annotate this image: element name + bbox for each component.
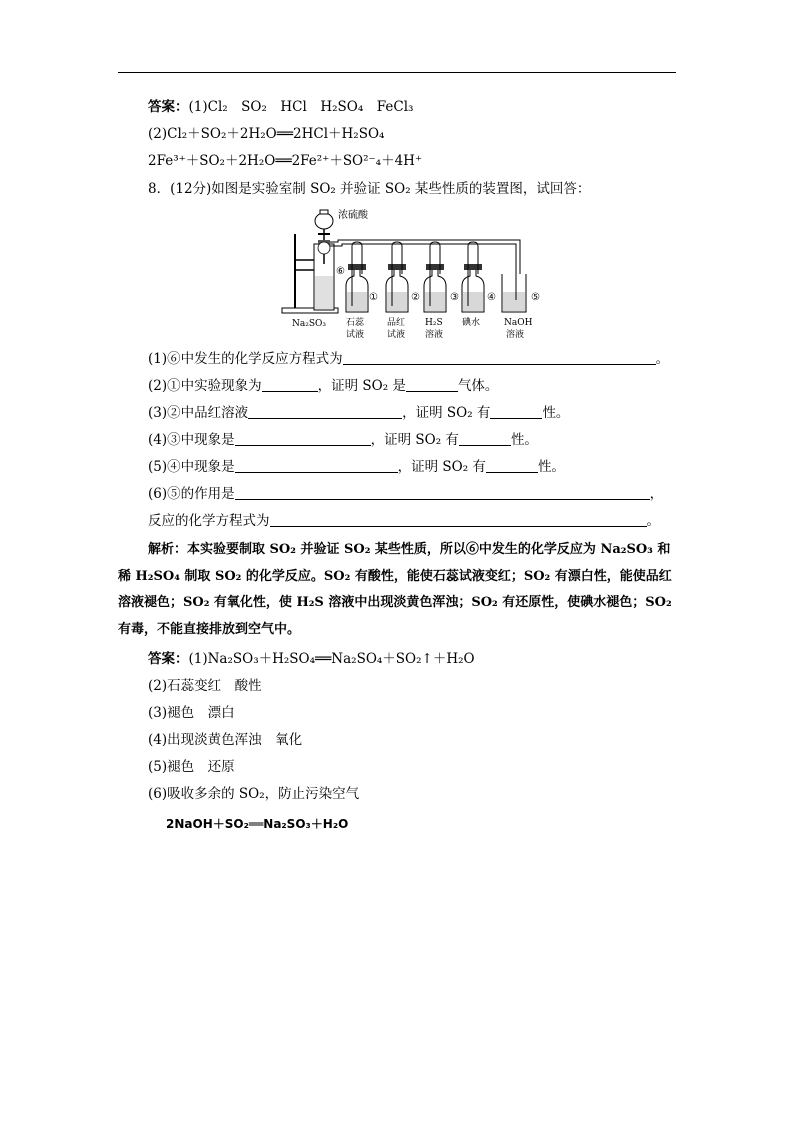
blank-6b[interactable]: [270, 512, 647, 527]
dropping-funnel: [315, 213, 333, 229]
apparatus-diagram: [280, 204, 550, 344]
question-5: (5)④中现象是 ，证明 SO₂ 有 性。: [148, 459, 565, 475]
prev-answer-label: 答案：: [148, 99, 189, 115]
marker-2: ②: [411, 292, 420, 303]
answer-label: 答案：: [148, 651, 189, 667]
bottle-4-label-1: 碘水: [462, 318, 481, 328]
prev-answer-1: (1)Cl₂ SO₂ HCl H₂SO₄ FeCl₃: [188, 99, 414, 115]
blank-3b[interactable]: [490, 404, 542, 419]
prev-answer-line-3: 2Fe³⁺＋SO₂＋2H₂O══2Fe²⁺＋SO²⁻₄＋4H⁺: [148, 153, 423, 169]
question-6-equation: 反应的化学方程式为 。: [148, 513, 660, 529]
prev-answer-line-2: (2)Cl₂＋SO₂＋2H₂O══2HCl＋H₂SO₄: [148, 126, 385, 142]
question-1: (1)⑥中发生的化学反应方程式为 。: [148, 351, 670, 367]
reagent-label: Na₂SO₃: [292, 319, 327, 329]
marker-6: ⑥: [336, 266, 345, 277]
wash-bottle-4: [462, 242, 484, 312]
bottle-1-label-1: 石蕊: [346, 318, 365, 328]
bottle-5-label-1: NaOH: [504, 318, 533, 328]
marker-3: ③: [450, 292, 459, 303]
analysis-paragraph: 解析：本实验要制取 SO₂ 并验证 SO₂ 某些性质，所以⑥中发生的化学反应为 Na₂SO₃ 和稀 H₂SO₄ 制取 SO₂ 的化学反应。SO₂ 有酸性，能使石蕊试液变红；SO₂ 有漂白性，能使品红溶液褪色；SO₂ 有氧化性，使 H₂S 溶液中出现淡黄色浑浊；SO₂ 有还原性，使碘水褪色；SO₂ 有毒，不能直接排放到空气中。: [118, 542, 672, 637]
blank-2b[interactable]: [406, 377, 458, 392]
bottle-5-label-2: 溶液: [506, 330, 525, 340]
question-4: (4)③中现象是 ，证明 SO₂ 有 性。: [148, 432, 538, 448]
question-6: (6)⑤的作用是 ，: [148, 486, 664, 502]
bottle-2-label-1: 品红: [387, 318, 406, 328]
answer-3: (3)褪色 漂白: [148, 705, 235, 721]
wash-bottle-1: [346, 242, 368, 312]
blank-5b[interactable]: [486, 458, 538, 473]
blank-2a[interactable]: [262, 377, 318, 392]
answer-5: (5)褪色 还原: [148, 759, 235, 775]
blank-6a[interactable]: [235, 485, 650, 500]
acid-label: 浓硫酸: [338, 210, 368, 221]
bottle-2-label-2: 试液: [387, 330, 406, 340]
wash-bottle-2: [386, 242, 408, 312]
answer-2: (2)石蕊变红 酸性: [148, 678, 262, 694]
blank-5a[interactable]: [235, 458, 398, 473]
question-title: 8．(12分)如图是实验室制 SO₂ 并验证 SO₂ 某些性质的装置图，试回答：: [148, 181, 591, 197]
blank-1[interactable]: [343, 350, 656, 365]
header-rule: [118, 72, 676, 73]
answer-7: 2NaOH＋SO₂══Na₂SO₃＋H₂O: [166, 817, 349, 831]
question-2: (2)①中实验现象为 ，证明 SO₂ 是 气体。: [148, 378, 499, 394]
blank-3a[interactable]: [248, 404, 402, 419]
prev-answer-line-1: [148, 98, 413, 116]
answer-line-1: [148, 650, 475, 668]
answer-4: (4)出现淡黄色浑浊 氧化: [148, 732, 303, 748]
wash-bottle-5: [502, 274, 526, 312]
blank-4b[interactable]: [459, 431, 511, 446]
blank-4a[interactable]: [235, 431, 371, 446]
bottle-3-label-2: 溶液: [425, 330, 444, 340]
answer-6: (6)吸收多余的 SO₂，防止污染空气: [148, 786, 360, 802]
answer-1: (1)Na₂SO₃＋H₂SO₄══Na₂SO₄＋SO₂↑＋H₂O: [188, 651, 475, 667]
wash-bottle-3: [424, 242, 446, 312]
bottle-3-label-1: H₂S: [425, 318, 443, 328]
bottle-1-label-2: 试液: [346, 330, 365, 340]
question-3: (3)②中品红溶液 ，证明 SO₂ 有 性。: [148, 405, 570, 421]
marker-1: ①: [369, 292, 378, 303]
marker-5: ⑤: [531, 292, 540, 303]
marker-4: ④: [487, 292, 496, 303]
